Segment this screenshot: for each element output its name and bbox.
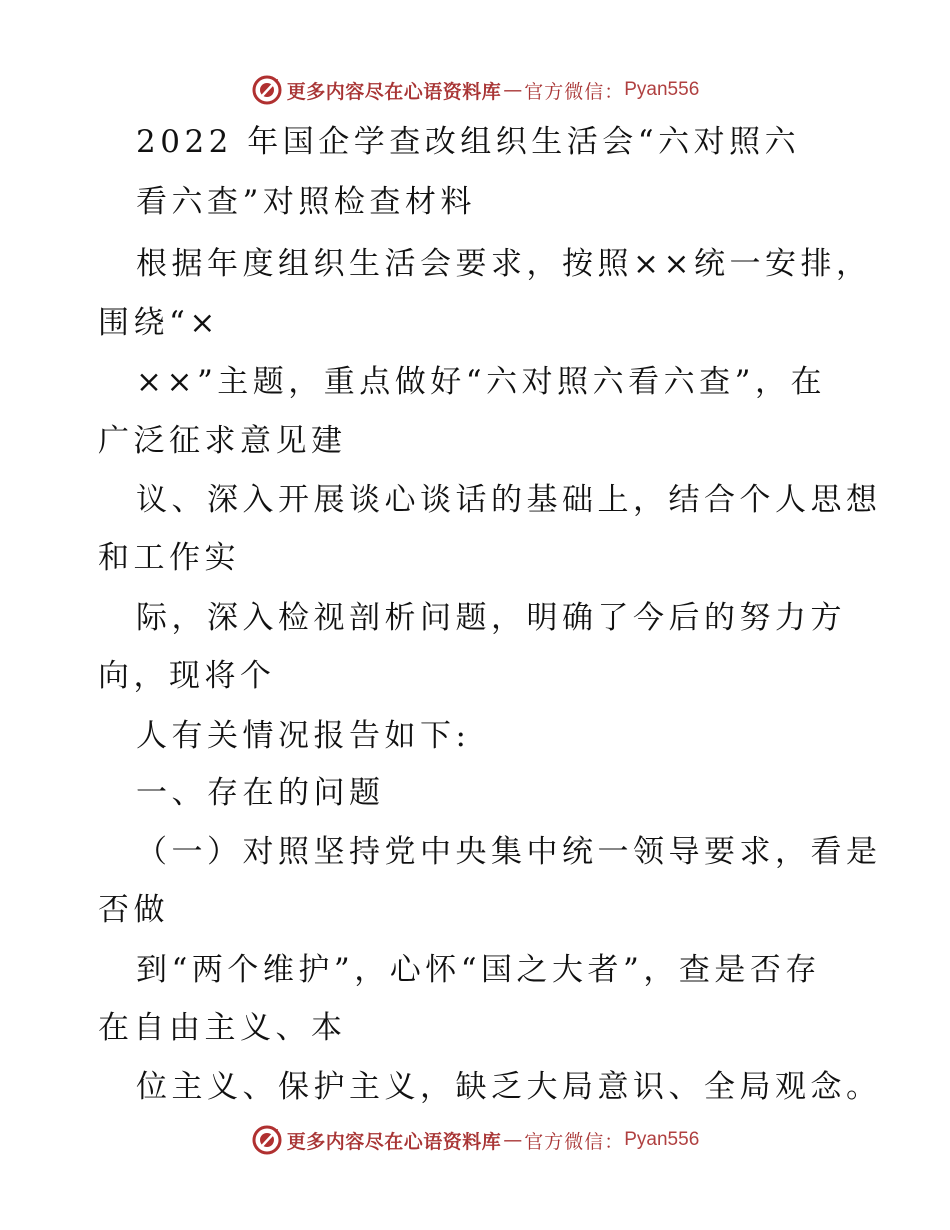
footer-banner-wechat-account: Pyan556 <box>624 1129 700 1150</box>
document-title-line-1: 2022 年国企学查改组织生活会“六对照六 <box>136 124 801 160</box>
header-banner <box>0 72 950 108</box>
subsection-heading-line: 否做 <box>98 892 169 928</box>
header-banner-wechat-label: 官方微信： <box>524 80 625 103</box>
section-heading: 一、存在的问题 <box>136 775 385 811</box>
subsection-heading-line: 到“两个维护”，心怀“国之大者”，查是否存 <box>136 952 821 988</box>
paragraph-line: 围绕“× <box>98 305 220 341</box>
document-title-line-2: 看六查”对照检查材料 <box>136 184 476 220</box>
header-banner-dash: — <box>503 79 523 101</box>
paragraph-line: 根据年度组织生活会要求，按照××统一安排， <box>136 246 872 282</box>
footer-banner <box>0 1122 950 1158</box>
paragraph-line: 议、深入开展谈心谈话的基础上，结合个人思想 <box>136 482 882 518</box>
brand-logo-icon <box>251 74 283 106</box>
header-banner-text: 更多内容尽在心语资料库 <box>286 80 502 103</box>
footer-banner-wechat-label: 官方微信： <box>524 1130 625 1153</box>
subsection-heading-line: （一）对照坚持党中央集中统一领导要求，看是 <box>136 834 882 870</box>
paragraph-line: ××”主题，重点做好“六对照六看六查”，在 <box>136 364 826 400</box>
brand-logo-icon <box>251 1124 283 1156</box>
footer-banner-text: 更多内容尽在心语资料库 <box>286 1130 502 1153</box>
paragraph-line: 人有关情况报告如下: <box>136 718 471 754</box>
footer-banner-dash: — <box>503 1129 523 1151</box>
header-banner-wechat-account: Pyan556 <box>624 79 700 100</box>
paragraph-line: 际，深入检视剖析问题，明确了今后的努力方 <box>136 600 846 636</box>
paragraph-line: 广泛征求意见建 <box>98 423 347 459</box>
paragraph-line: 和工作实 <box>98 540 240 576</box>
subsection-heading-line: 在自由主义、本 <box>98 1010 347 1046</box>
paragraph-line: 向，现将个 <box>98 658 276 694</box>
subsection-heading-line: 位主义、保护主义，缺乏大局意识、全局观念。 <box>136 1069 882 1105</box>
